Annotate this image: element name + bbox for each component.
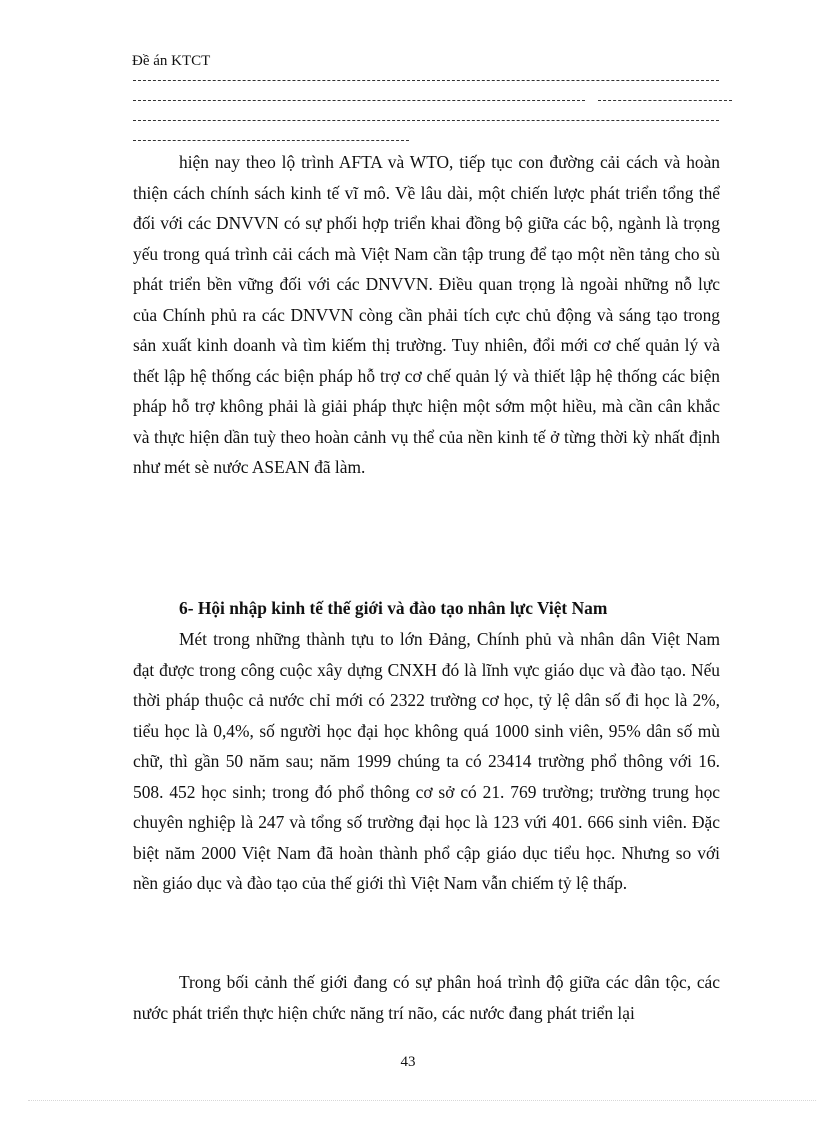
page-number: 43	[400, 1054, 416, 1070]
header-dashed-line-1	[133, 80, 719, 83]
header-dashed-line-4	[133, 140, 409, 143]
paragraph-education	[133, 624, 720, 899]
paragraph-continuation	[133, 147, 720, 483]
section-heading: 6- Hội nhập kinh tế thế giới và đào tạo nhân lực Việt Nam	[179, 598, 608, 618]
paragraph-3-text: Trong bối cảnh thế giới đang có sự phân hoá trình độ giữa các dân tộc, các nước phát triển thực hiện chức năng trí não, các nước đang phát triển lại	[133, 972, 720, 1023]
paragraph-context	[133, 967, 720, 1028]
page-bottom-border	[28, 1100, 816, 1101]
header-dashed-line-2b	[598, 100, 732, 103]
paragraph-1-text: hiện nay theo lộ trình AFTA và WTO, tiếp tục con đường cải cách và hoàn thiện cách chính sách kinh tế vĩ mô. Về lâu dài, một chiến lược phát triển tổng thể đối với các DNVVN có sự phối hợp triển khai đồng bộ giữa các bộ, ngành là trọng yếu trong quá trình cải cách mà Việt Nam cần tập trung để tạo một nền tảng cho sù phát triển bền vững đối với các DNVVN. Điều quan trọng là ngoài những nỗ lực của Chính phủ ra các DNVVN còng cần phải tích cực chủ động và sáng tạo trong sản xuất kinh doanh và tìm kiếm thị trường. Tuy nhiên, đổi mới cơ chế quản lý và thết lập hệ thống các biện pháp hỗ trợ cơ chế quản lý và thiết lập hệ thống các biện pháp hỗ trợ không phải là giải pháp thực hiện một sớm một hiều, mà cần cân khắc và thực hiện dần tuỳ theo hoàn cảnh vụ thể của nền kinh tế ở từng thời kỳ nhất định như mét sè nước ASEAN đã làm.	[133, 152, 720, 477]
header-dashed-line-3	[133, 120, 719, 123]
paragraph-2-text: Mét trong những thành tựu to lớn Đảng, Chính phủ và nhân dân Việt Nam đạt được trong công cuộc xây dựng CNXH đó là lĩnh vực giáo dục và đào tạo. Nếu thời pháp thuộc cả nước chỉ mới có 2322 trường cơ học, tỷ lệ dân số đi học là 2%, tiểu học là 0,4%, số người học đại học không quá 1000 sinh viên, 95% dân số mù chữ, thì gần 50 năm sau; năm 1999 chúng ta có 23414 trường phổ thông với 16. 508. 452 học sinh; trong đó phổ thông cơ sở có 21. 769 trường; trường trung học chuyên nghiệp là 247 và tổng số trường đại học là 123 vứi 401. 666 sinh viên. Đặc biệt năm 2000 Việt Nam đã hoàn thành phổ cập giáo dục tiểu học. Nhưng so với nền giáo dục và đào tạo của thế giới thì Việt Nam vẫn chiếm tỷ lệ thấp.	[133, 629, 720, 893]
header-dashed-line-2a	[133, 100, 585, 103]
document-header-title: Đề án KTCT	[132, 53, 211, 69]
